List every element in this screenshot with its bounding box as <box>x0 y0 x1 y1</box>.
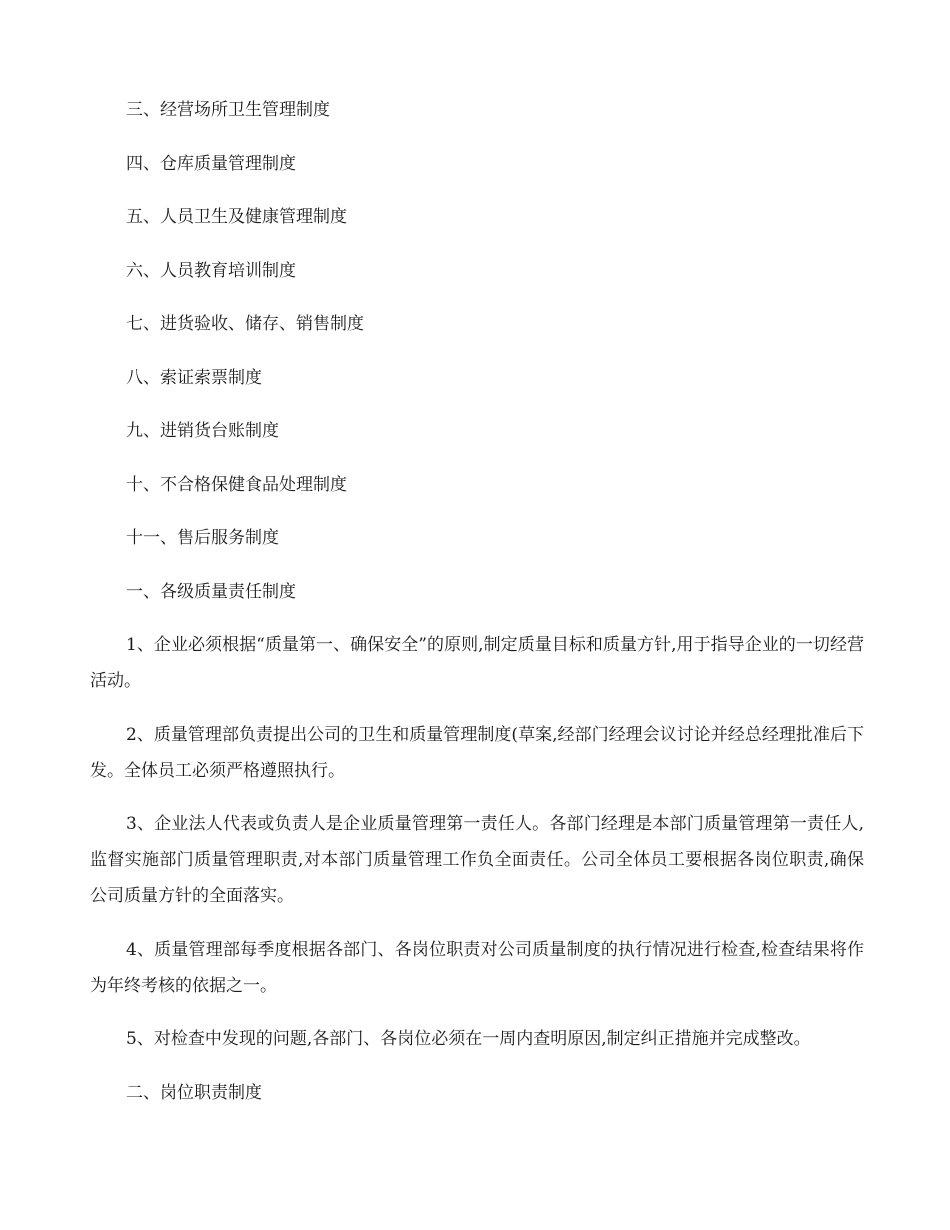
section-heading-6: 六、人员教育培训制度 <box>126 260 296 281</box>
section-heading-8: 八、索证索票制度 <box>126 367 262 388</box>
paragraph-2: 2、质量管理部负责提出公司的卫生和质量管理制度(草案,经部门经理会议讨论并经总经理批准后下发。全体员工必须严格遵照执行。 <box>90 724 864 781</box>
section-heading-10: 十、不合格保健食品处理制度 <box>126 474 347 495</box>
paragraph-1: 1、企业必须根据“质量第一、确保安全”的原则,制定质量目标和质量方针,用于指导企业的一切经营活动。 <box>90 635 864 691</box>
document-page <box>90 92 864 1128</box>
section-heading-2: 二、岗位职责制度 <box>126 1082 262 1103</box>
paragraph-3: 3、企业法人代表或负责人是企业质量管理第一责任人。各部门经理是本部门质量管理第一责任人,监督实施部门质量管理职责,对本部门质量管理工作负全面责任。公司全体员工要根据各岗位职责,确保公司质量方针的全面落实。 <box>90 814 864 906</box>
section-heading-5: 五、人员卫生及健康管理制度 <box>126 207 347 227</box>
section-heading-11: 十一、售后服务制度 <box>126 528 279 548</box>
section-heading-1: 一、各级质量责任制度 <box>126 581 296 602</box>
paragraph-5: 5、对检查中发现的问题,各部门、各岗位必须在一周内查明原因,制定纠正措施并完成整改。 <box>126 1029 811 1049</box>
paragraph-4: 4、质量管理部每季度根据各部门、各岗位职责对公司质量制度的执行情况进行检查,检查结果将作为年终考核的依据之一。 <box>90 939 864 996</box>
section-heading-9: 九、进销货台账制度 <box>126 421 279 441</box>
section-heading-3: 三、经营场所卫生管理制度 <box>126 100 330 120</box>
section-heading-7: 七、进货验收、储存、销售制度 <box>126 314 364 334</box>
section-heading-4: 四、仓库质量管理制度 <box>126 153 296 174</box>
